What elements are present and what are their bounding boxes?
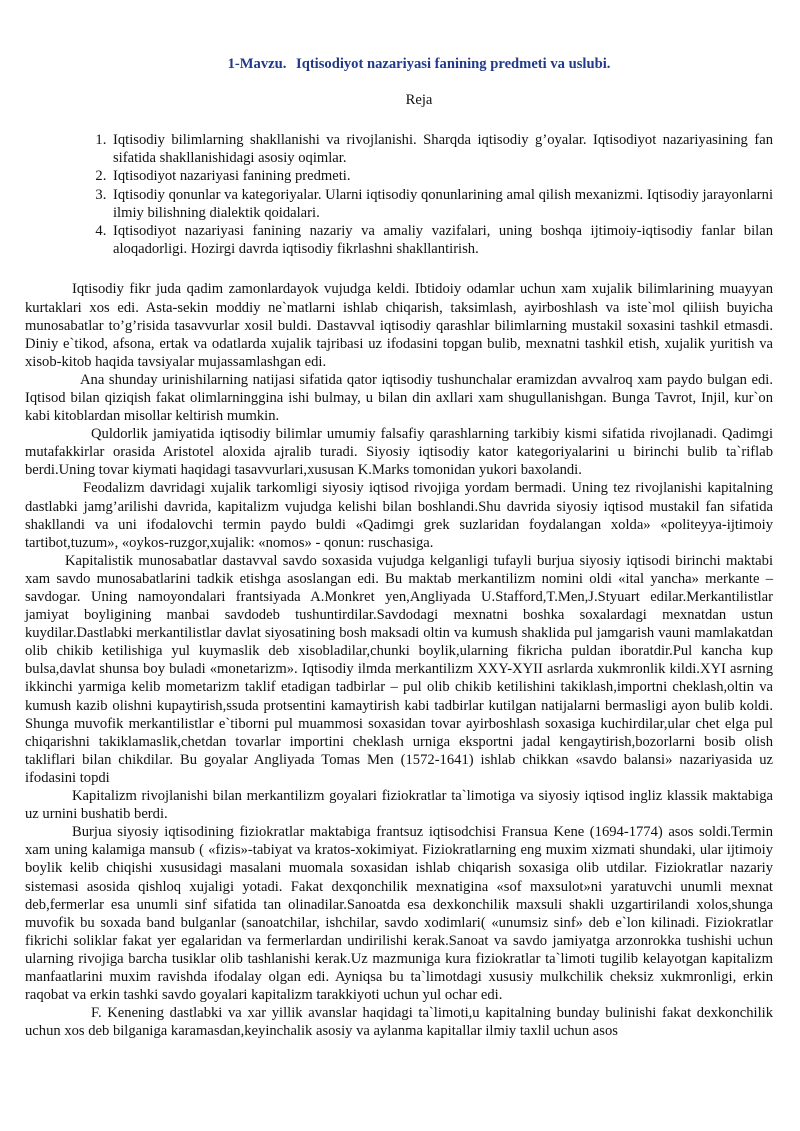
topic-title: Iqtisodiyot nazariyasi fanining predmeti va uslubi. [296, 56, 611, 72]
document-body [25, 280, 773, 1040]
paragraph: F. Kenening dastlabki va xar yillik avanslar haqidagi ta`limoti,u kapitalning bunday bulinishi fakat dexkonchilik uchun xos deb bilganiga karamasdan,keyinchalik asosiy va aylanma kapitallar ilmiy taxlil uchun asos [25, 1005, 773, 1040]
page-title [25, 55, 773, 73]
paragraph: Kapitalistik munosabatlar dastavval savdo soxasida vujudga kelganligi tufayli burjua siyosiy iqtisodi birinchi maktabi xam savdo munosabatlarini tadkik etishga asoslangan edi. Bu maktab merkantilizm nomini oldi «ital yancha» merkante – savdogar. Uning namoyondalari frantsiyada A.Monkret yen,Angliyada U.Stafford,T.Men,J.Styuart edilar.Merkantilistlar jamiyat boyligining manbai savdodeb tushuntirdilar.Savdodagi mexnatni boshka soxalardagi mexnatdan ustun kuydilar.Dastlabki merkantilistlar davlat siyosatining bosh maksadi oltin va kumush shaklida pul jamgarish vauni mamlakatdan olib chikib ketilishiga yul kuymaslik deb xisobladilar,chunki boylik,ularning fikricha puldan iboratdir.Pul kancha kup bulsa,davlat shunsa boy buladi «monetarizm». Iqtisodiy ilmda merkantilizm XXY-XYII asrlarda xukmronlik kildi.XYI asrning ikkinchi yarmiga kelib mometarizm taklif etadigan tadbirlar – pul olib chikib ketilishini takiklash,importni cheklash,oltin va kumush kazib olishni kupaytirish,ssuda protsentini kamaytirish kabi tadbirlar kutilgan natijalarni bermasligi ayon bulib koldi. Shunga muvofik merkantilistlar e`tiborni pul muammosi soxasidan tovar ayirboshlash soxasiga kuchirdilar,ular chet elga pul chiqarishni takiklamaslik,chetdan tovarlar importini cheklash urniga eksportni jadal kengaytirish,bozorlarni bosib olish takliflari bilan chikdilar. Bu goyalar Angliyada Tomas Men (1572-1641) ishlab chikkan «savdo balansi» nazariyasida uz ifodasini topdi [25, 552, 773, 786]
plan-item: 1. Iqtisodiy bilimlarning shakllanishi va rivojlanishi. Sharqda iqtisodiy g’oyalar. Iqtisodiyot nazariyasining fan sifatida shakllanishidagi asosiy oqimlar. [110, 131, 773, 167]
plan-item: 3. Iqtisodiy qonunlar va kategoriyalar. Ularni iqtisodiy qonunlarining amal qilish mexanizmi. Iqtisodiy jarayonlarni ilmiy bilishning dialektik qoidalari. [110, 186, 773, 222]
plan-item: 4. Iqtisodiyot nazariyasi fanining nazariy va amaliy vazifalari, uning boshqa ijtimoiy-iqtisodiy fanlar bilan aloqadorligi. Hozirgi davrda iqtisodiy fikrlashni shakllantirish. [110, 222, 773, 258]
paragraph: Ana shunday urinishilarning natijasi sifatida qator iqtisodiy tushunchalar eramizdan avvalroq xam paydo bulgan edi. Iqtisod bilan qiziqish fakat olimlarninggina ishi bulmay, u bilan din axllari xam shugullanishgan. Bunga Tavrot, Injil, kur`on kabi kitoblardan misollar keltirish mumkin. [25, 371, 773, 425]
paragraph: Quldorlik jamiyatida iqtisodiy bilimlar umumiy falsafiy qarashlarning tarkibiy kismi sifatida rivojlanadi. Qadimgi mutafakkirlar orasida Aristotel aloxida ajralib turadi. Siyosiy iqtisodiy kator kategoriyalarini u birinchi bulib ta`riflab berdi.Uning tovar kiymati haqidagi tasavvurlari,xususan K.Marks tomonidan yukori baxolandi. [25, 426, 773, 479]
topic-number: 1-Mavzu. [227, 56, 287, 72]
plan-heading: Reja [405, 92, 433, 108]
paragraph: Iqtisodiy fikr juda qadim zamonlardayok vujudga keldi. Ibtidoiy odamlar uchun xam xujalik bilimlarining muayyan kurtaklari xos edi. Asta-sekin moddiy ne`matlarni ishlab chiqarish, taksimlash, ayirboshlash va iste`mol qiliish buyicha munosabatlar to’g’risida tasavvurlar xosil buldi. Dastavval iqtisodiy qarashlar bilimlarning mustakil soxasini tashkil etmasdi. Diniy e`tikod, afsona, ertak va odatlarda xujalik tajribasi uz ifodasini topgan bulib, mexnatni tashkil etish, xujalik yuritish va xisob-kitob haqida tavsiyalar mujassamlashgan edi. [25, 281, 773, 370]
paragraph: Feodalizm davridagi xujalik tarkomligi siyosiy iqtisod rivojiga yordam bermadi. Uning tez rivojlanishi kapitalning dastlabki jamg’arilishi davrida, kapitalizm vujudga kelishi bilan boshlandi.Shu davrida siyosiy iqtisod mustakil fan sifatida shakllandi va uni ifodalovchi termin paydo buldi «Qadimgi grek suzlaridan foydalangan xolda» «politeyya-ijtimoiy tartibot,tuzum», «oykos-ruzgor,xujalik: «nomos» - qonun: ruschasiga. [25, 480, 773, 551]
paragraph: Burjua siyosiy iqtisodining fiziokratlar maktabiga frantsuz iqtisodchisi Fransua Kene (1694-1774) asos soldi.Termin xam uning kalamiga mansub ( «fizis»-tabiyat va kratos-xokimiyat. Fiziokratlarning eng muxim xizmati shundaki, ular ijtimoiy boylik kelib chiqishi xususidagi masalani muomala soxasidan ishlab chiqarish soxasiga olib utdilar. Fiziokratlar nazariy sistemasi asosida qishloq xujaligi yotadi. Fakat dexqonchilik mexnatigina «sof maxsulot»ni yaratuvchi unumli mexnat deb,fermerlar esa unumli sinf sifatida tan olinadilar.Sanoatda esa dexkonchilik maxsuli shakli uzgartirilandi xolos,shunga muvofik bu soxada band bulganlar (sanoatchilar, ishchilar, savdo xodimlari( «unumsiz sinf» deb e`lon kilinadi. Fiziokratlar fikrichi soliklar fakat yer egalaridan va fermerlardan undirilishi kerak.Sanoat va savdo jamiyatga arzonrokka tushishi uchun ularning rivojiga barcha tusiklar olib tashlanishi kerak.Uz mazmuniga kura fiziokratlar ta`limoti tugilib kelayotgan kapitalizm manfaatlarini muxim ravishda ifodalay olgan edi. Ayniqsa bu ta`limotdagi xususiy mulkchilik cheksiz xukmronligi, erkin raqobat va erkin tashki savdo goyalari kapitalizm tarakkiyoti uchun yul ochar edi. [25, 824, 773, 1004]
plan-list [25, 131, 773, 258]
document-page [25, 55, 773, 1040]
paragraph: Kapitalizm rivojlanishi bilan merkantilizm goyalari fiziokratlar ta`limotiga va siyosiy iqtisod ingliz klassik maktabiga uz urnini bushatib berdi. [25, 788, 773, 823]
plan-item: 2. Iqtisodiyot nazariyasi fanining predmeti. [110, 167, 773, 185]
